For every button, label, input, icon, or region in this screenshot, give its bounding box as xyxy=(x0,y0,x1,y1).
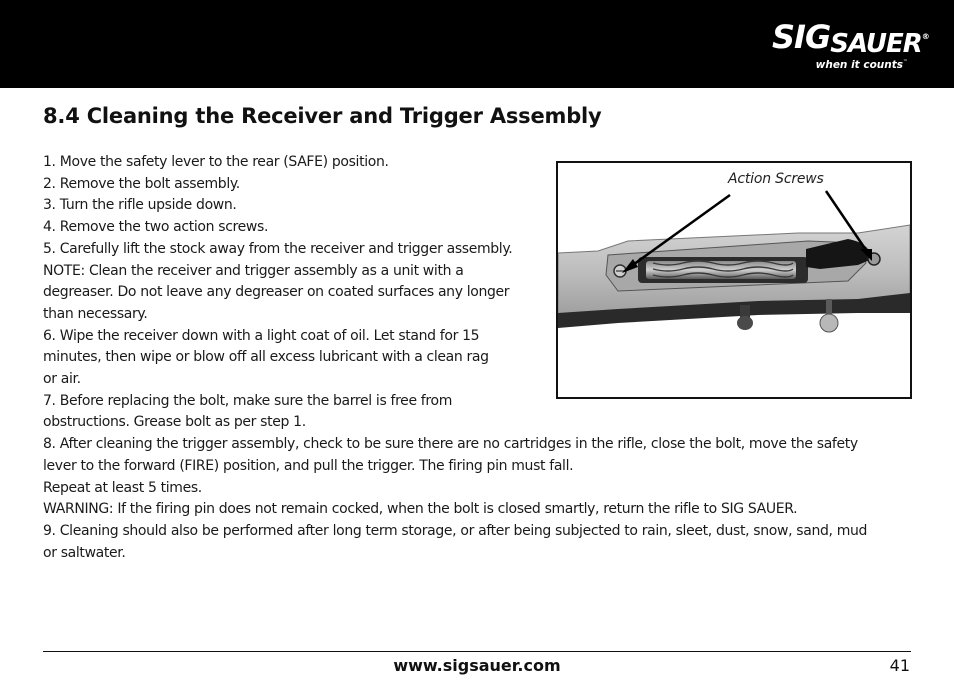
tagline-text: when it counts xyxy=(815,59,903,71)
page-number: 41 xyxy=(889,656,910,675)
instruction-line: 4. Remove the two action screws. xyxy=(43,219,269,236)
instruction-line: 8. After cleaning the trigger assembly, check to be sure there are no cartridges in the rifle, close the bolt, move the safety xyxy=(43,436,858,453)
instruction-line: or saltwater. xyxy=(43,544,126,561)
instruction-line: minutes, then wipe or blow off all excess lubricant with a clean rag xyxy=(43,349,489,366)
note-line: than necessary. xyxy=(43,305,148,322)
instruction-line: obstructions. Grease bolt as per step 1. xyxy=(43,414,306,431)
action-screws-label: Action Screws xyxy=(728,171,824,187)
tagline-trademark: ™ xyxy=(903,59,908,65)
instruction-line: Repeat at least 5 times. xyxy=(43,479,202,496)
footer-divider xyxy=(43,651,911,652)
instruction-line: 9. Cleaning should also be performed after long term storage, or after being subjected to rain, sleet, dust, snow, sand, mud xyxy=(43,522,868,539)
warning-line: WARNING: If the firing pin does not remain cocked, when the bolt is closed smartly, return the rifle to SIG SAUER. xyxy=(43,501,798,518)
note-line: degreaser. Do not leave any degreaser on coated surfaces any longer xyxy=(43,284,510,301)
instruction-line: 5. Carefully lift the stock away from the receiver and trigger assembly. xyxy=(43,240,513,257)
logo-tagline xyxy=(772,59,908,71)
sig-sauer-logo xyxy=(772,18,929,78)
logo-registered-mark: ® xyxy=(921,32,929,41)
action-screws-figure xyxy=(556,161,912,399)
logo-sauer: SAUER xyxy=(830,29,922,59)
note-line: NOTE: Clean the receiver and trigger assembly as a unit with a xyxy=(43,262,464,279)
page-header xyxy=(0,0,954,88)
instruction-line: lever to the forward (FIRE) position, and pull the trigger. The firing pin must fall. xyxy=(43,457,574,474)
instruction-line: 6. Wipe the receiver down with a light coat of oil. Let stand for 15 xyxy=(43,327,480,344)
section-title: 8.4 Cleaning the Receiver and Trigger Assembly xyxy=(43,104,602,128)
instruction-line: 1. Move the safety lever to the rear (SAFE) position. xyxy=(43,154,389,170)
instruction-line: 7. Before replacing the bolt, make sure the barrel is free from xyxy=(43,392,452,409)
instruction-line: 3. Turn the rifle upside down. xyxy=(43,197,237,214)
footer-website: www.sigsauer.com xyxy=(393,656,561,675)
instruction-line: 2. Remove the bolt assembly. xyxy=(43,175,240,192)
logo-sig: SIG xyxy=(772,18,831,56)
instruction-line: or air. xyxy=(43,371,81,388)
logo-wordmark xyxy=(772,18,929,59)
receiver-illustration xyxy=(558,163,910,397)
